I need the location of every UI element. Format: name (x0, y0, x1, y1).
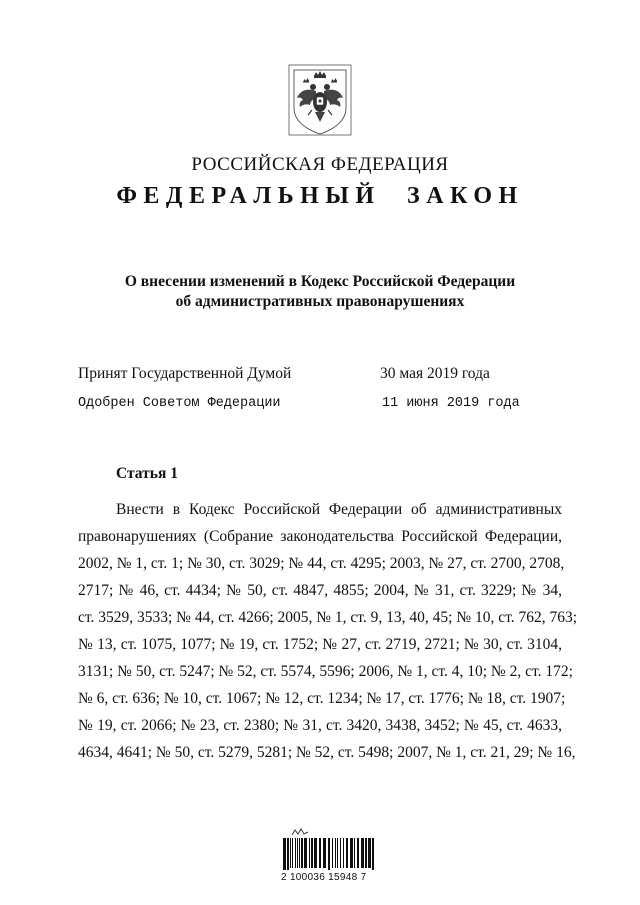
barcode-bar (365, 838, 367, 868)
barcode-bars (281, 838, 377, 870)
barcode-bar (368, 838, 371, 868)
barcode-bar (323, 838, 326, 868)
adopted-date: 30 мая 2019 года (380, 365, 490, 382)
barcode-bar (311, 838, 313, 868)
barcode-bar (319, 838, 321, 868)
barcode-bar (328, 838, 330, 870)
barcode-bar (343, 838, 344, 868)
coat-of-arms-icon (288, 64, 352, 136)
document-type: ФЕДЕРАЛЬНЫЙ ЗАКОН (116, 183, 524, 209)
paragraph-line: 3131; № 50, ст. 5247; № 52, ст. 5574, 5596; 2006, № 1, ст. 4, 10; № 2, ст. 172; (78, 663, 573, 680)
country-name: РОССИЙСКАЯ ФЕДЕРАЦИЯ (191, 154, 449, 175)
paragraph-line: Внести в Кодекс Российской Федерации об административных (116, 501, 562, 518)
barcode-bar (337, 838, 338, 868)
barcode-bar (292, 838, 293, 868)
barcode-bar (361, 838, 364, 868)
barcode-bar (290, 838, 291, 868)
barcode-bar (354, 838, 355, 868)
paragraph-line: № 13, ст. 1075, 1077; № 19, ст. 1752; № 27, ст. 2719, 2721; № 30, ст. 3104, (78, 636, 562, 653)
article-heading: Статья 1 (116, 465, 178, 482)
paragraph-line: № 19, ст. 2066; № 23, ст. 2380; № 31, ст. 3420, 3438, 3452; № 45, ст. 4633, (78, 717, 562, 734)
law-title-line: О внесении изменений в Кодекс Российской Федерации (124, 273, 516, 290)
barcode-number: 2 100036 15948 7 (281, 872, 367, 883)
barcode-bar (287, 838, 289, 870)
approved-date: 11 июня 2019 года (382, 396, 520, 411)
barcode-bar (357, 838, 359, 868)
barcode-bar (299, 838, 300, 868)
barcode-bar (301, 838, 303, 868)
adopted-label: Принят Государственной Думой (78, 365, 292, 382)
approved-label: Одобрен Советом Федерации (78, 396, 281, 411)
paragraph-line: правонарушениях (Собрание законодательства Российской Федерации, (78, 528, 562, 545)
law-title-line: об административных правонарушениях (175, 293, 465, 310)
barcode-bar (372, 838, 374, 870)
duma-logo-icon (291, 828, 309, 836)
barcode-bar (350, 838, 353, 868)
barcode-bar (309, 838, 310, 868)
adoption-row (78, 365, 558, 383)
document-barcode (281, 828, 377, 888)
barcode-bar (295, 838, 296, 868)
law-title (0, 272, 640, 312)
article-body (78, 496, 578, 766)
barcode-bar (314, 838, 317, 868)
approval-row (78, 396, 558, 411)
paragraph-line: ст. 3529, 3533; № 44, ст. 4266; 2005, № 1, ст. 9, 13, 40, 45; № 10, ст. 762, 763; (78, 609, 578, 626)
barcode-bar (332, 838, 333, 868)
barcode-bar (340, 838, 341, 868)
barcode-bar (304, 838, 307, 868)
paragraph-line: 2717; № 46, ст. 4434; № 50, ст. 4847, 4855; 2004, № 31, ст. 3229; № 34, (78, 582, 562, 599)
paragraph-line: 2002, № 1, ст. 1; № 30, ст. 3029; № 44, ст. 4295; 2003, № 27, ст. 2700, 2708, (78, 555, 565, 572)
barcode-bar (297, 838, 298, 868)
barcode-bar (335, 838, 336, 868)
barcode-bar (283, 838, 286, 870)
barcode-bar (346, 838, 348, 868)
paragraph-line: № 6, ст. 636; № 10, ст. 1067; № 12, ст. 1234; № 17, ст. 1776; № 18, ст. 1907; (78, 690, 566, 707)
paragraph-line: 4634, 4641; № 50, ст. 5279, 5281; № 52, ст. 5498; 2007, № 1, ст. 21, 29; № 16, (78, 744, 576, 761)
